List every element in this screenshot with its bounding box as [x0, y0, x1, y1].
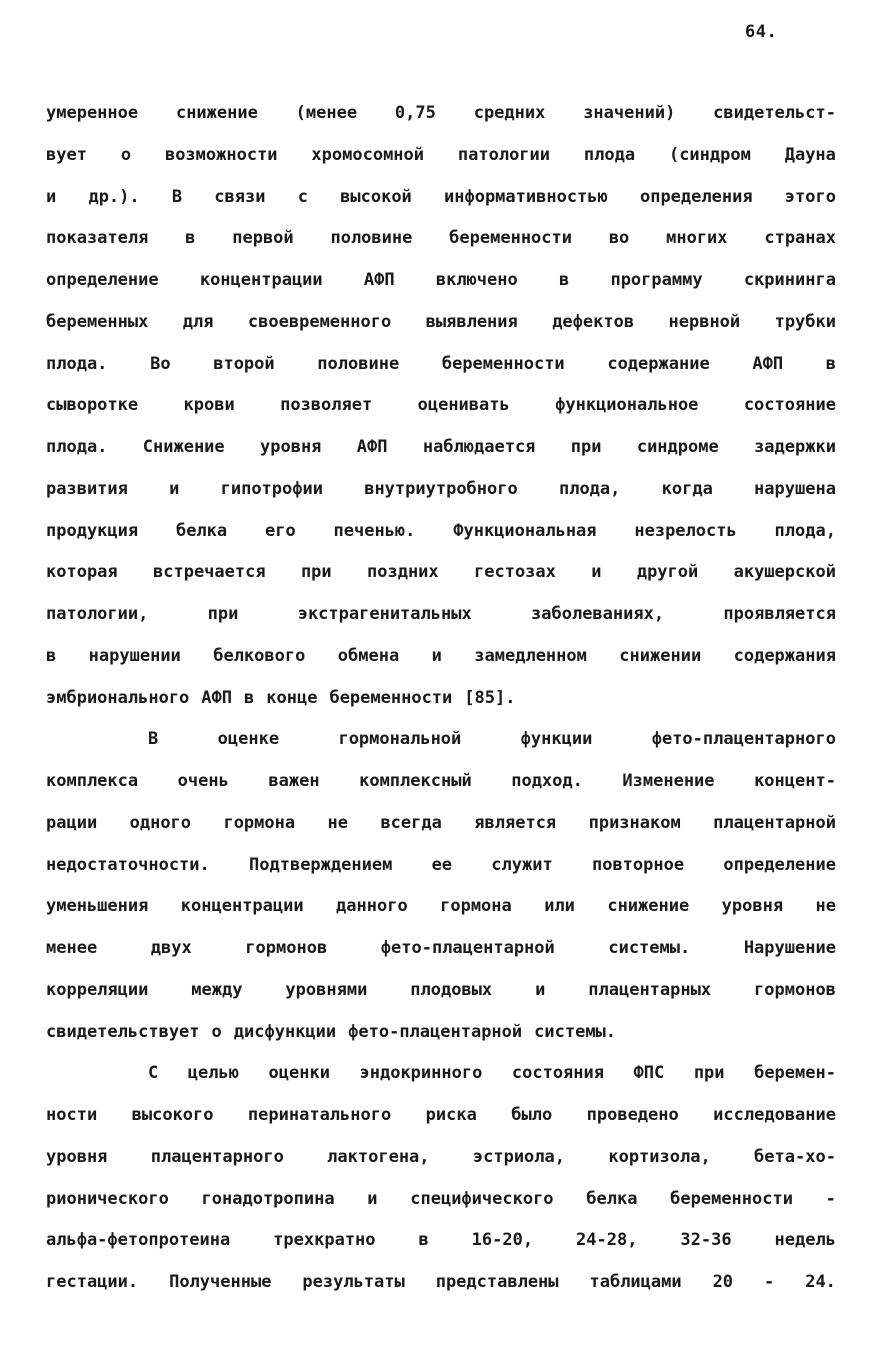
- word: 0,75: [394, 103, 436, 123]
- word: в: [418, 1230, 429, 1251]
- word: другой: [636, 562, 699, 583]
- word: беременных: [46, 311, 149, 332]
- word: недель: [774, 1230, 836, 1251]
- word: комплекса: [46, 771, 139, 791]
- word: АФП: [752, 353, 784, 374]
- word: плода: [583, 144, 636, 165]
- text-line: [46, 1019, 836, 1061]
- word: своевременного: [247, 311, 392, 332]
- word: С: [148, 1063, 159, 1084]
- word: гестации.: [46, 1272, 139, 1292]
- word: Подтверждением: [249, 854, 393, 875]
- word: встречается: [153, 562, 266, 583]
- word: лактогена,: [327, 1146, 430, 1167]
- word: 32-36: [680, 1230, 732, 1251]
- text-line: [46, 935, 836, 977]
- word: целью: [187, 1063, 239, 1084]
- word: во: [608, 228, 630, 249]
- word: о: [211, 1021, 222, 1042]
- text-line: [46, 643, 836, 685]
- word: АФП: [356, 437, 388, 457]
- word: плода,: [558, 478, 621, 499]
- word: альфа-фетопротеина: [46, 1230, 231, 1251]
- word: незрелость: [634, 520, 737, 541]
- word: при: [693, 1063, 725, 1084]
- word: АФП: [363, 270, 395, 290]
- text-line: [46, 852, 836, 894]
- word: В: [148, 729, 159, 750]
- word: в: [244, 687, 255, 708]
- word: снижение: [607, 896, 690, 917]
- word: эмбрионального: [46, 687, 190, 708]
- word: концент-: [754, 771, 836, 791]
- word: является: [474, 812, 557, 833]
- word: 20: [712, 1272, 734, 1292]
- word: определения: [639, 186, 753, 207]
- word: недостаточности.: [46, 854, 210, 875]
- word: для: [182, 311, 214, 332]
- word: гормонов: [245, 938, 328, 958]
- word: Во: [150, 353, 171, 374]
- word: гестозах: [474, 562, 556, 583]
- word: плацентарного: [150, 1146, 284, 1167]
- word: фето-плацентарной: [380, 938, 555, 958]
- word: заболеваниях,: [531, 604, 665, 624]
- word: одного: [129, 812, 192, 833]
- word: задержки: [754, 437, 836, 457]
- text-line: [46, 309, 836, 351]
- word: патологии: [457, 144, 551, 165]
- word: продукция: [46, 520, 139, 541]
- word: фето-плацентарного: [651, 729, 836, 750]
- word: половине: [330, 228, 413, 249]
- word: повторное: [591, 854, 685, 875]
- word: сыворотке: [46, 395, 139, 416]
- word: системы.: [534, 1021, 617, 1042]
- word: с: [297, 186, 308, 207]
- word: синдроме: [636, 437, 719, 457]
- word: концентрации: [199, 270, 323, 290]
- word: свидетельст-: [713, 103, 836, 123]
- word: программу: [610, 270, 703, 290]
- word: второй: [213, 353, 275, 374]
- word: позволяет: [280, 395, 373, 416]
- page-number: 64.: [745, 22, 778, 42]
- word: дефектов: [552, 311, 635, 332]
- word: крови: [183, 395, 235, 416]
- word: системы.: [608, 938, 691, 958]
- word: содержание: [607, 353, 710, 374]
- word: служит: [491, 854, 553, 875]
- word: когда: [661, 478, 713, 499]
- word: уровня: [260, 437, 322, 457]
- word: в: [185, 228, 196, 249]
- word: состояние: [743, 395, 836, 416]
- word: значений): [583, 103, 676, 123]
- word: подход.: [511, 771, 583, 791]
- text-line: [46, 1060, 836, 1102]
- word: плода.: [46, 437, 108, 457]
- word: плацентарной: [713, 812, 836, 833]
- word: хромосомной: [311, 144, 425, 165]
- word: экстрагенитальных: [297, 604, 472, 624]
- word: при: [300, 562, 332, 583]
- text-line: [46, 392, 836, 434]
- word: корреляции: [46, 979, 149, 1000]
- word: дисфункции: [233, 1021, 337, 1042]
- text-line: [46, 601, 836, 643]
- word: проявляется: [723, 604, 836, 624]
- word: включено: [435, 270, 518, 290]
- word: [85].: [464, 687, 516, 708]
- word: беременности: [329, 687, 453, 708]
- word: между: [191, 979, 243, 1000]
- word: наблюдается: [422, 437, 536, 457]
- text-line: [46, 1144, 836, 1186]
- word: эндокринного: [359, 1063, 483, 1084]
- word: в: [46, 645, 57, 666]
- word: плацентарных: [588, 979, 712, 1000]
- text-line: [46, 267, 836, 309]
- word: 16-20,: [471, 1230, 534, 1251]
- word: было: [511, 1105, 553, 1125]
- word: рации: [46, 812, 98, 833]
- text-line: [46, 225, 836, 267]
- word: специфического: [410, 1188, 554, 1209]
- text-line: [46, 726, 836, 768]
- word: результаты: [302, 1272, 405, 1292]
- word: бета-хо-: [754, 1146, 836, 1167]
- word: обмена: [337, 645, 400, 666]
- word: очень: [177, 771, 229, 791]
- text-line: [46, 100, 836, 142]
- word: оценки: [268, 1063, 330, 1084]
- word: и: [535, 979, 546, 1000]
- word: свидетельствует: [46, 1021, 200, 1042]
- word: оценивать: [417, 395, 510, 416]
- word: его: [264, 520, 296, 541]
- word: показателя: [46, 228, 149, 249]
- text-line: [46, 142, 836, 184]
- word: в: [825, 353, 836, 374]
- word: и: [431, 645, 442, 666]
- word: содержания: [733, 645, 836, 666]
- word: ФПС: [633, 1063, 665, 1084]
- word: риска: [425, 1105, 477, 1125]
- word: развития: [46, 478, 128, 499]
- word: Изменение: [622, 771, 715, 791]
- word: беременности: [670, 1188, 793, 1209]
- word: скрининга: [743, 270, 836, 290]
- text-line: [46, 893, 836, 935]
- word: -: [825, 1188, 836, 1209]
- word: белка: [586, 1188, 638, 1209]
- word: патологии,: [46, 604, 149, 624]
- word: этого: [784, 186, 836, 207]
- word: функции: [520, 729, 593, 750]
- word: фето-плацентарной: [348, 1021, 523, 1042]
- word: конце: [266, 687, 318, 708]
- word: средних: [473, 103, 546, 123]
- word: гонадотропина: [201, 1188, 335, 1209]
- word: В: [171, 186, 183, 207]
- word: беременности: [449, 228, 572, 249]
- word: 24-28,: [576, 1230, 638, 1251]
- word: АФП: [201, 687, 233, 708]
- word: выявления: [425, 311, 518, 332]
- word: трехкратно: [273, 1230, 376, 1251]
- word: всегда: [380, 812, 442, 833]
- word: таблицами: [589, 1272, 682, 1292]
- word: двух: [150, 938, 192, 958]
- word: нарушении: [88, 645, 181, 666]
- word: Нарушение: [743, 938, 836, 958]
- word: важен: [268, 771, 320, 791]
- word: данного: [336, 896, 408, 917]
- word: проведено: [586, 1105, 679, 1125]
- word: ее: [431, 854, 453, 875]
- word: белкового: [213, 645, 306, 666]
- word: не: [327, 812, 349, 833]
- word: уровнями: [285, 979, 368, 1000]
- word: уровня: [721, 896, 784, 917]
- word: плода,: [774, 520, 836, 541]
- word: гипотрофии: [220, 478, 323, 499]
- text-line: [46, 810, 836, 852]
- word: нервной: [668, 311, 741, 332]
- word: представлены: [435, 1272, 559, 1292]
- word: концентрации: [180, 896, 304, 917]
- word: (синдром: [668, 144, 751, 165]
- word: 24.: [805, 1272, 836, 1292]
- word: которая: [46, 562, 118, 583]
- word: при: [570, 437, 602, 457]
- word: снижении: [619, 645, 702, 666]
- word: оценке: [217, 729, 280, 750]
- word: вует: [46, 144, 87, 165]
- word: гормона: [223, 812, 296, 833]
- text-line: [46, 1269, 836, 1311]
- word: плодовых: [410, 979, 493, 1000]
- word: эстриола,: [472, 1146, 565, 1167]
- word: странах: [764, 228, 836, 249]
- word: определение: [46, 270, 159, 290]
- word: и: [46, 186, 57, 207]
- word: или: [544, 896, 575, 917]
- text-line: [46, 685, 836, 727]
- text-line: [46, 977, 836, 1019]
- word: печенью.: [333, 520, 416, 541]
- text-line: [46, 1186, 836, 1228]
- word: замедленном: [474, 645, 587, 666]
- text-line: [46, 768, 836, 810]
- word: снижение: [175, 103, 258, 123]
- word: -: [764, 1272, 775, 1292]
- word: менее: [46, 938, 98, 958]
- word: нарушена: [754, 478, 836, 499]
- word: уменьшения: [46, 896, 149, 917]
- text-line: [46, 1102, 836, 1144]
- word: плода.: [46, 353, 108, 374]
- word: информативностью: [444, 186, 608, 207]
- word: многих: [666, 228, 728, 249]
- word: Полученные: [169, 1272, 272, 1292]
- text-line: [46, 518, 836, 560]
- text-line: [46, 184, 836, 226]
- word: при: [207, 604, 239, 624]
- word: внутриутробного: [364, 478, 518, 499]
- word: первой: [232, 228, 294, 249]
- text-line: [46, 351, 836, 393]
- word: исследование: [713, 1105, 836, 1125]
- word: гормональной: [338, 729, 462, 750]
- word: трубки: [774, 311, 836, 332]
- word: связи: [214, 186, 266, 207]
- word: ности: [46, 1105, 98, 1125]
- word: определение: [723, 854, 836, 875]
- word: Дауна: [784, 144, 836, 165]
- word: рионического: [46, 1188, 169, 1209]
- word: уровня: [46, 1146, 108, 1167]
- word: акушерской: [733, 562, 836, 583]
- word: и: [367, 1188, 378, 1209]
- word: комплексный: [359, 771, 472, 791]
- word: функциональное: [555, 395, 699, 416]
- body-text: [46, 100, 836, 1311]
- word: поздних: [367, 562, 439, 583]
- word: и: [591, 562, 602, 583]
- word: признаком: [588, 812, 681, 833]
- word: половине: [317, 353, 400, 374]
- text-line: [46, 476, 836, 518]
- word: о: [120, 144, 132, 165]
- text-line: [46, 1227, 836, 1269]
- word: (менее: [295, 103, 358, 123]
- word: высокой: [340, 186, 412, 207]
- word: возможности: [164, 144, 278, 165]
- text-line: [46, 559, 836, 601]
- word: не: [815, 896, 836, 917]
- word: высокого: [131, 1105, 214, 1125]
- word: и: [169, 478, 180, 499]
- word: в: [558, 270, 570, 290]
- word: Снижение: [142, 437, 225, 457]
- word: кортизола,: [608, 1146, 711, 1167]
- word: Функциональная: [453, 520, 597, 541]
- word: гормона: [440, 896, 512, 917]
- word: беременности: [441, 353, 565, 374]
- word: гормонов: [754, 979, 836, 1000]
- word: состояния: [511, 1063, 604, 1084]
- word: беремен-: [754, 1063, 836, 1084]
- word: др.).: [88, 186, 140, 207]
- word: белка: [175, 520, 228, 541]
- word: перинатального: [247, 1105, 392, 1125]
- word: умеренное: [46, 103, 139, 123]
- text-line: [46, 434, 836, 476]
